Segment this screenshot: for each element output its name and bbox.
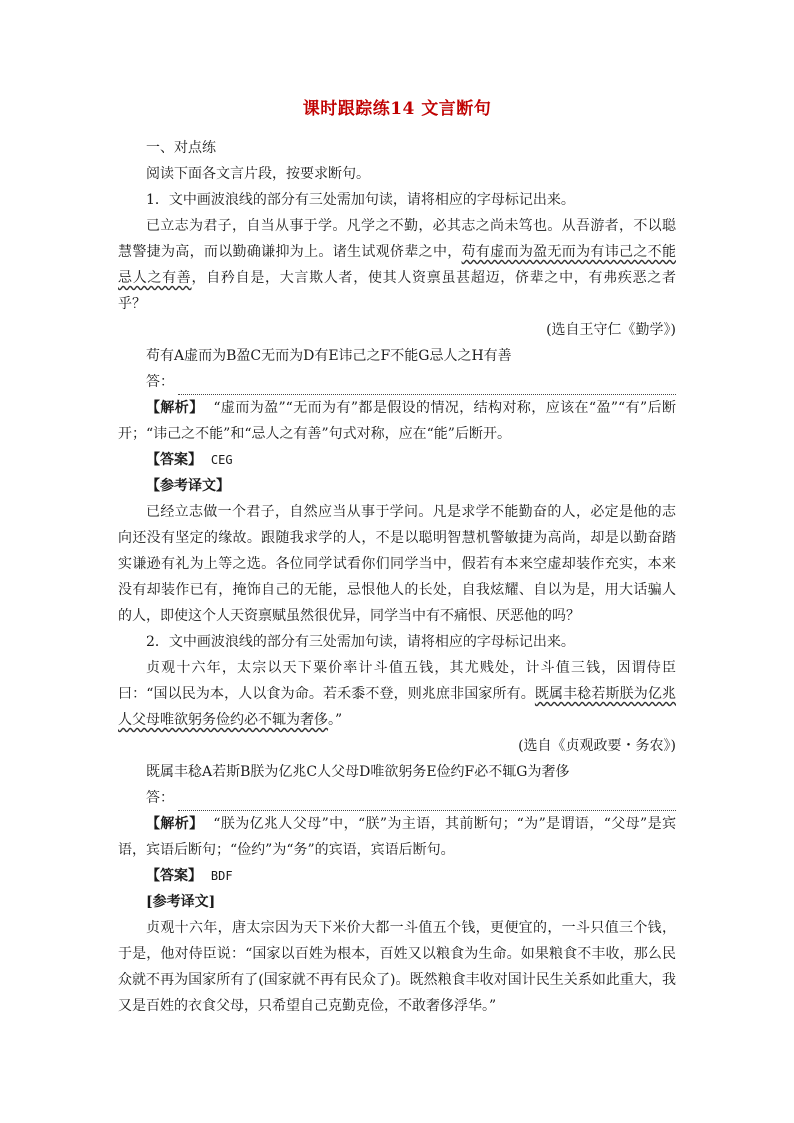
q2-key: [118, 863, 676, 889]
q2-key-label: 【答案】: [146, 868, 202, 884]
q2-prompt: 2．文中画波浪线的部分有三处需加句读，请将相应的字母标记出来。: [146, 634, 575, 650]
q1-analysis-text: “虚而为盈”“无而为有”都是假设的情况，结构对称，应该在“盈”“有”后断开；“讳己之不能”和“忌人之有善”句式对称，应在“能”后断开。: [118, 400, 676, 442]
q2-source: (选自《贞观政要・务农》): [518, 738, 676, 754]
q1-key-value: CEG: [210, 453, 233, 467]
q2-analysis: [118, 811, 676, 863]
q1-answer-blank[interactable]: [178, 376, 676, 395]
q2-translation: 贞观十六年，唐太宗因为天下米价大都一斗值五个钱，更便宜的，一斗只值三个钱，于是，他对侍臣说：“国家以百姓为根本，百姓又以粮食为生命。如果粮食不丰收，那么民众就不再为国家所有了(国家就不再有民众了)。既然粮食丰收对国计民生关系如此重大，我又是百姓的衣食父母，只希望自己克勤克俭，不敢奢侈浮华。”: [118, 920, 676, 1014]
q2-analysis-text: “朕为亿兆人父母”中，“朕”为主语，其前断句；“为”是谓语，“父母”是宾语，宾语后断句；“俭约”为“务”的宾语，宾语后断句。: [118, 816, 677, 858]
q1-analysis-label: 【解析】: [146, 400, 204, 416]
q2-answer-line[interactable]: [118, 785, 676, 811]
instructions: 阅读下面各文言片段，按要求断句。: [146, 166, 370, 182]
q1-source: (选自王守仁《勤学》): [546, 322, 676, 338]
q1-option-line: 苟有A虚而为B盈C无而为D有E讳己之F不能G忌人之H有善: [146, 348, 512, 364]
q1-key: [118, 447, 676, 473]
q2-answer-label: 答：: [146, 790, 174, 806]
q1-text-before: 已立志为君子，自当从事于学。凡学之不勤，必其志之尚未笃也。从吾游者，不以聪慧警捷为高，而以勤确谦抑为上。诸生试观侪辈之中，: [118, 218, 676, 260]
q2-passage: [118, 655, 676, 733]
q2-analysis-label: 【解析】: [146, 816, 204, 832]
q2-translation-label: [参考译文]: [146, 894, 216, 910]
q1-prompt: 1．文中画波浪线的部分有三处需加句读，请将相应的字母标记出来。: [146, 192, 575, 208]
section-heading: 一、对点练: [146, 140, 216, 156]
q1-translation: 已经立志做一个君子，自然应当从事于学问。凡是求学不能勤奋的人，必定是他的志向还没有坚定的缘故。跟随我求学的人，不是以聪明智慧机警敏捷为高尚，却是以勤奋踏实谦逊有礼为上等之选。各位同学试看你们同学当中，假若有本来空虚却装作充实，本来没有却装作已有，掩饰自己的无能，忌恨他人的长处，自我炫耀、自以为是，用大话骗人的人，即使这个人天资禀赋虽然很优异，同学当中有不痛恨、厌恶他的吗？: [118, 504, 676, 624]
q2-text-after: 。”: [328, 712, 343, 728]
q1-wavy-text: 苟有虚而为盈无而为有讳己之不能忌人之有善: [118, 244, 676, 286]
q1-answer-label: 答：: [146, 374, 174, 390]
q2-answer-blank[interactable]: [178, 792, 676, 811]
q2-wavy-text: 既属丰稔若斯朕为亿兆人父母唯欲躬务俭约必不辄为奢侈: [118, 686, 677, 728]
q2-key-value: BDF: [210, 869, 233, 883]
q1-key-label: 【答案】: [146, 452, 202, 468]
page-title: 课时跟踪练14 文言断句: [302, 99, 492, 119]
q1-translation-label: 【参考译文】: [146, 478, 230, 494]
q2-option-line: 既属丰稔A若斯B朕为亿兆C人父母D唯欲躬务E俭约F必不辄G为奢侈: [146, 764, 570, 780]
q1-text-after: ，自矜自是，大言欺人者，使其人资禀虽甚超迈，侪辈之中，有弗疾恶之者乎？: [118, 270, 677, 312]
q1-analysis: [118, 395, 676, 447]
q1-answer-line[interactable]: [118, 369, 676, 395]
q2-text-before: 贞观十六年，太宗以天下粟价率计斗值五钱，其尤贱处，计斗值三钱，因谓侍臣曰：“国以民为本，人以食为命。若禾黍不登，则兆庶非国家所有。: [118, 660, 676, 702]
q1-passage: [118, 213, 676, 317]
document-body: [118, 135, 676, 1019]
